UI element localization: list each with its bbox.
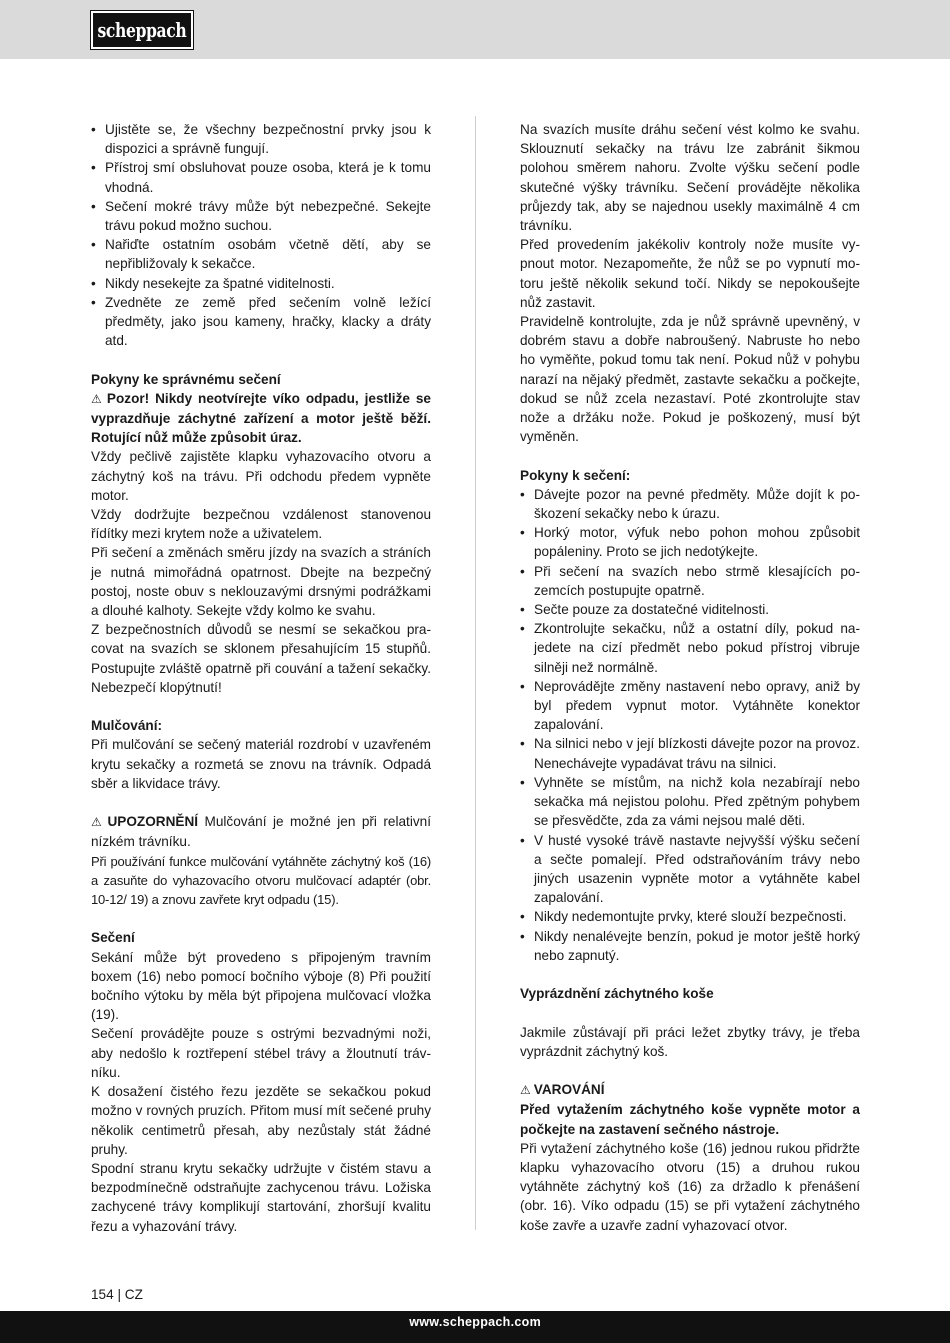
footer-url: www.scheppach.com [409,1315,541,1329]
list-item: • V husté vysoké trávě nastavte nejvyšší výšku sečení a sečte pomalejí. Před odstraňováním trávy nebo jiných usazenin vypněte motor a vytáhněte kabel zapalování. [520,831,860,908]
paragraph: Vždy pečlivě zajistěte klapku vyhazovacího otvoru a záchytný koš na trávu. Při odchodu předem vypněte motor. [91,449,431,503]
warning-triangle-icon: ⚠ [520,1083,531,1098]
mulching-notice [91,812,431,851]
safety-bullet-list [91,120,431,350]
warning-triangle-icon: ⚠ [91,815,105,830]
logo-text: scheppach [97,18,187,42]
mowing-instructions-list [520,485,860,965]
left-column [91,120,431,1236]
list-item: • Zvedněte ze země před sečením volně ležící předměty, jako jsou kameny, hračky, klacky a dráty atd. [91,293,431,351]
paragraph: Vždy dodržujte bezpečnou vzdálenost stanovenou řídítky mezi krytem nože a uživatelem. [91,507,431,542]
emptying-warning-text: Před vytažením záchytného koše vypněte motor a počkejte na zastavení sečného nástroje. [520,1102,860,1137]
list-item: • Na silnici nebo v její blízkosti dávejte pozor na provoz. Nenechávejte vypadávat trávu na silnici. [520,734,860,772]
list-item: • Při sečení na svazích nebo strmě klesajících pozemcích postupujte opatrně. [520,562,860,600]
paragraph: Sečení provádějte pouze s ostrými bezvadnými noži, aby nedošlo k roztřepení stébel trávy a žloutnutí trávníku. [91,1026,431,1080]
paragraph: Jakmile zůstávají při práci ležet zbytky trávy, je třeba vyprázdnit záchytný koš. [520,1024,860,1059]
list-item: • Ujistěte se, že všechny bezpečnostní prvky jsou k dispozici a správně fungují. [91,120,431,158]
mowing-instructions-heading: Pokyny k sečení: [520,467,631,483]
list-item: • Nařiďte ostatním osobám včetně dětí, aby se nepřibližovaly k sekačce. [91,235,431,273]
warning-title: VAROVÁNÍ [533,1082,605,1098]
list-item: • Neprovádějte změny nastavení nebo opravy, aniž by byl předem vypnut motor. Vytáhněte konektor zapalování. [520,677,860,735]
paragraph: Sekání může být provedeno s připojeným travním boxem (16) nebo pomocí bočního výboje (8) Při použití bočního výtoku by měla být připojena mulčovací vložka (19). [91,949,431,1023]
list-item: • Zkontrolujte sekačku, nůž a ostatní díly, pokud najedete na cizí předmět nebo pokud přístroj vibruje silněji než normálně. [520,619,860,677]
list-item: • Nikdy nedemontujte prvky, které slouží bezpečnosti. [520,907,860,926]
emptying-warning-title [520,1080,860,1100]
correct-mowing-warning [91,389,431,448]
mowing-heading: Sečení [91,930,135,946]
paragraph: Spodní stranu krytu sekačky udržujte v čistém stavu a bezpodmínečně odstraňujte zachycenou trávu. Ložiska zachycené trávy komplikují startování, zhoršují kvalitu řezu a vyhazování trávy. [91,1160,431,1234]
list-item: • Horký motor, výfuk nebo pohon mohou způsobit popáleniny. Proto se jich nedotýkejte. [520,523,860,561]
list-item: • Přístroj smí obsluhovat pouze osoba, která je k tomu vhodná. [91,158,431,196]
paragraph: Na svazích musíte dráhu sečení vést kolmo ke svahu. Sklouznutí sekačky na trávu lze zabránit šikmou polohou směrem nahoru. Zvolte výšku sečení podle skutečné výšky trávníku. Sečení provádějte několika průjezdy tak, aby se najednou usekly maximálně 4 cm trávníku. [520,122,860,234]
paragraph: Pravidelně kontrolujte, zda je nůž správně upevněný, v dobrém stavu a dobře nabroušený. Nabruste ho nebo ho vyměňte, pokud tomu tak není. Pokud nůž v pohybu narazí na nějaký předmět, zastavte sekačku a počkejte, dokud se nůž zcela nezastaví. Poté zkontrolujte stav nože a držáku nože. Pokud je poškozený, musí být vyměněn. [520,314,860,445]
mulching-heading: Mulčování: [91,718,162,734]
list-item: • Sečte pouze za dostatečné viditelnosti. [520,600,860,619]
paragraph: Při používání funkce mulčování vytáhněte záchytný koš (16) a zasuňte do vyhazovacího otvoru mulčovací adaptér (obr. 10-12/ 19) a znovu zavřete kryt odpadu (15). [91,853,431,908]
emptying-heading: Vyprázdnění záchytného koše [520,986,714,1002]
notice-title: UPOZORNĚNÍ [107,814,199,830]
list-item: • Vyhněte se místům, na nichž kola nezabírají nebo sekačka má nejistou polohu. Před zpětným pohybem se přesvědčte, zda za vámi nejsou malé děti. [520,773,860,831]
list-item: • Nikdy nesekejte za špatné viditelnosti. [91,274,431,293]
paragraph: K dosažení čistého řezu jezděte se sekačkou pokud možno v rovných pruzích. Přitom musí mít sečené pruhy několik centimetrů přesah, aby nezůstaly stát žádné pruhy. [91,1084,431,1157]
warning-triangle-icon: ⚠ [91,391,104,406]
paragraph: Při sečení a změnách směru jízdy na svazích a stráních je nutná mimořádná opatrnost. Dbejte na bezpečný postoj, noste obuv s neklouzavými drsnými podrážkami a dlouhé kalhoty. Sekejte vždy kolmo ke svahu. [91,545,431,619]
paragraph: Před provedením jakékoliv kontroly nože musíte vypnout motor. Nezapomeňte, že nůž se po vypnutí motoru ještě několik sekund točí. Nikdy se nepokoušejte nůž zastavit. [520,237,860,310]
column-divider [475,116,476,1230]
notice-text: Mulčování je možné jen při relativní nízkém trávníku. [91,814,431,850]
warning-text: Pozor! Nikdy neotvírejte víko odpadu, jestliže se vyprazdňuje záchytné zařízení a motor ještě běží. Rotující nůž může způsobit úraz. [91,390,431,446]
list-item: • Sečení mokré trávy může být nebezpečné. Sekejte trávu pokud možno suchou. [91,197,431,235]
correct-mowing-heading: Pokyny ke správnému sečení [91,371,281,387]
page-number: 154 | CZ [91,1287,143,1302]
paragraph: Při vytažení záchytného koše (16) jednou rukou přidržte klapku vyhazovacího otvoru (15) a druhou rukou vytáhněte záchytný koš (16) za držadlo k přenášení (obr. 16). Víko odpadu (15) se při vytažení záchytného koše zavře a uzavře zadní vyhazovací otvor. [520,1140,860,1233]
list-item: • Dávejte pozor na pevné předměty. Může dojít k poškození sekačky nebo k úrazu. [520,485,860,523]
paragraph: Při mulčování se sečený materiál rozdrobí v uzavřeném krytu sekačky a rozmetá se znovu na trávník. Odpadá sběr a likvidace trávy. [91,737,431,791]
paragraph: Z bezpečnostních důvodů se nesmí se sekačkou pracovat na svazích se sklonem přesahujícím 15 stupňů. Postupujte zvláště opatrně při couvání a tažení sekačky. Nebezpečí klopýtnutí! [91,622,431,695]
scheppach-logo [91,11,193,49]
list-item: • Nikdy nenalévejte benzín, pokud je motor ještě horký nebo zapnutý. [520,927,860,965]
right-column [520,120,860,1235]
